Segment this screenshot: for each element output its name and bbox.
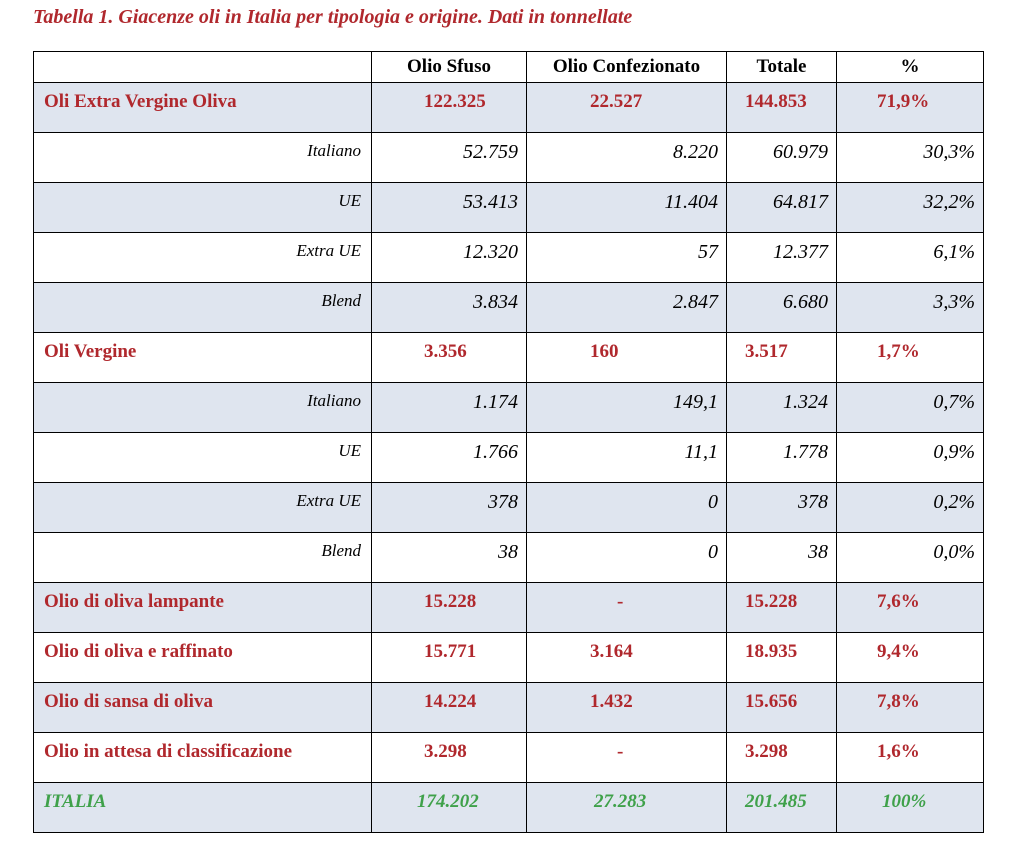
olio-sfuso-cell [372, 533, 527, 583]
totale-cell [727, 583, 837, 633]
olio-sfuso-cell-text: 12.320 [463, 241, 518, 263]
percent-cell-text: 0,2% [933, 491, 975, 513]
header-cell-totale: Totale [727, 52, 837, 83]
olio-sfuso-cell [372, 583, 527, 633]
olio-sfuso-cell-text: 3.356 [424, 341, 467, 362]
table-row [34, 83, 984, 133]
percent-cell-text: 100% [882, 791, 927, 812]
olio-confezionato-cell [527, 83, 727, 133]
percent-cell [837, 183, 984, 233]
totale-cell [727, 483, 837, 533]
olio-sfuso-cell [372, 383, 527, 433]
row-label [34, 133, 372, 183]
percent-cell-text: 3,3% [933, 291, 975, 313]
olio-sfuso-cell-text: 3.298 [424, 741, 467, 762]
totale-cell [727, 183, 837, 233]
olio-sfuso-cell-text: 15.228 [424, 591, 477, 612]
percent-cell-text: 9,4% [877, 641, 920, 662]
totale-cell [727, 733, 837, 783]
olio-confezionato-cell-text: 8.220 [673, 141, 718, 163]
olio-sfuso-cell-text: 1.766 [473, 441, 518, 463]
row-label [34, 583, 372, 633]
row-label-text: Extra UE [296, 241, 361, 260]
row-label [34, 283, 372, 333]
olio-confezionato-cell [527, 733, 727, 783]
table-row [34, 733, 984, 783]
row-label-text: Blend [321, 291, 361, 310]
totale-cell [727, 233, 837, 283]
row-label [34, 433, 372, 483]
olio-sfuso-cell-text: 122.325 [424, 91, 486, 112]
totale-cell-text: 15.228 [745, 591, 798, 612]
percent-cell-text: 30,3% [923, 141, 975, 163]
percent-cell [837, 483, 984, 533]
row-label [34, 483, 372, 533]
olio-sfuso-cell [372, 83, 527, 133]
table-row [34, 483, 984, 533]
totale-cell-text: 6.680 [783, 291, 828, 313]
percent-cell [837, 383, 984, 433]
olio-confezionato-cell [527, 283, 727, 333]
totale-cell [727, 683, 837, 733]
olio-confezionato-cell [527, 533, 727, 583]
header-cell-blank [34, 52, 372, 83]
olio-sfuso-cell [372, 233, 527, 283]
totale-cell-text: 18.935 [745, 641, 798, 662]
row-label-text: ITALIA [44, 791, 107, 812]
totale-cell [727, 83, 837, 133]
olio-confezionato-cell [527, 483, 727, 533]
olio-sfuso-cell [372, 283, 527, 333]
row-label-text: Olio in attesa di classificazione [44, 741, 293, 762]
totale-cell-text: 12.377 [773, 241, 828, 263]
olio-sfuso-cell-text: 38 [498, 541, 518, 563]
row-label-text: Olio di oliva lampante [44, 591, 224, 612]
olio-confezionato-cell-text: 3.164 [590, 641, 633, 662]
table-row [34, 133, 984, 183]
totale-cell-text: 1.778 [783, 441, 828, 463]
row-label-text: Olio di sansa di oliva [44, 691, 213, 712]
percent-cell [837, 633, 984, 683]
olio-sfuso-cell-text: 53.413 [463, 191, 518, 213]
percent-cell-text: 0,9% [933, 441, 975, 463]
row-label [34, 333, 372, 383]
row-label-text: UE [338, 441, 361, 460]
olio-sfuso-cell [372, 683, 527, 733]
totale-cell-text: 60.979 [773, 141, 828, 163]
stocks-table [33, 51, 984, 833]
olio-confezionato-cell [527, 183, 727, 233]
olio-sfuso-cell-text: 52.759 [463, 141, 518, 163]
olio-confezionato-cell-text: - [617, 591, 624, 612]
table-caption: Tabella 1. Giacenze oli in Italia per tipologia e origine. Dati in tonnellate [33, 6, 633, 28]
olio-confezionato-cell [527, 433, 727, 483]
olio-sfuso-cell-text: 174.202 [417, 791, 479, 812]
olio-confezionato-cell-text: - [617, 741, 624, 762]
table-row [34, 533, 984, 583]
table-row [34, 333, 984, 383]
totale-cell [727, 383, 837, 433]
row-label [34, 83, 372, 133]
olio-sfuso-cell-text: 3.834 [473, 291, 518, 313]
totale-cell [727, 133, 837, 183]
table-row [34, 383, 984, 433]
totale-cell-text: 15.656 [745, 691, 798, 712]
totale-cell [727, 633, 837, 683]
table-row [34, 633, 984, 683]
percent-cell [837, 83, 984, 133]
row-label [34, 783, 372, 833]
header-cell-percent: % [837, 52, 984, 83]
olio-confezionato-cell [527, 233, 727, 283]
totale-cell-text: 38 [808, 541, 828, 563]
percent-cell-text: 7,6% [877, 591, 920, 612]
percent-cell-text: 6,1% [933, 241, 975, 263]
row-label [34, 233, 372, 283]
percent-cell [837, 333, 984, 383]
row-label [34, 633, 372, 683]
totale-cell-text: 1.324 [783, 391, 828, 413]
olio-confezionato-cell-text: 149,1 [673, 391, 718, 413]
olio-confezionato-cell-text: 57 [698, 241, 718, 263]
totale-cell [727, 283, 837, 333]
row-label-text: Oli Extra Vergine Oliva [44, 91, 237, 112]
row-label [34, 383, 372, 433]
olio-confezionato-cell-text: 160 [590, 341, 619, 362]
olio-sfuso-cell [372, 133, 527, 183]
olio-sfuso-cell-text: 15.771 [424, 641, 477, 662]
table-row [34, 283, 984, 333]
olio-confezionato-cell [527, 683, 727, 733]
header-cell-confezionato: Olio Confezionato [527, 52, 727, 83]
table-row [34, 233, 984, 283]
totale-cell-text: 3.298 [745, 741, 788, 762]
percent-cell [837, 683, 984, 733]
olio-confezionato-cell [527, 333, 727, 383]
olio-confezionato-cell [527, 133, 727, 183]
row-label [34, 683, 372, 733]
olio-confezionato-cell [527, 583, 727, 633]
table-row [34, 183, 984, 233]
row-label-text: Italiano [307, 391, 361, 410]
olio-sfuso-cell [372, 783, 527, 833]
totale-cell [727, 783, 837, 833]
olio-confezionato-cell-text: 27.283 [594, 791, 647, 812]
olio-sfuso-cell-text: 14.224 [424, 691, 477, 712]
row-label-text: Blend [321, 541, 361, 560]
table-row [34, 683, 984, 733]
olio-confezionato-cell [527, 633, 727, 683]
percent-cell-text: 7,8% [877, 691, 920, 712]
percent-cell-text: 0,7% [933, 391, 975, 413]
olio-sfuso-cell-text: 378 [488, 491, 518, 513]
percent-cell-text: 71,9% [877, 91, 930, 112]
totale-cell [727, 533, 837, 583]
row-label-text: Olio di oliva e raffinato [44, 641, 233, 662]
olio-confezionato-cell-text: 11.404 [664, 191, 718, 213]
percent-cell-text: 1,7% [877, 341, 920, 362]
olio-sfuso-cell [372, 183, 527, 233]
row-label-text: Oli Vergine [44, 341, 137, 362]
olio-sfuso-cell [372, 733, 527, 783]
olio-confezionato-cell-text: 1.432 [590, 691, 633, 712]
olio-sfuso-cell [372, 433, 527, 483]
totale-cell-text: 378 [798, 491, 828, 513]
olio-sfuso-cell [372, 483, 527, 533]
totale-cell-text: 3.517 [745, 341, 788, 362]
percent-cell [837, 233, 984, 283]
totale-cell-text: 64.817 [773, 191, 828, 213]
olio-confezionato-cell [527, 783, 727, 833]
olio-confezionato-cell [527, 383, 727, 433]
row-label-text: Extra UE [296, 491, 361, 510]
header-cell-sfuso: Olio Sfuso [372, 52, 527, 83]
percent-cell [837, 433, 984, 483]
olio-confezionato-cell-text: 11,1 [684, 441, 718, 463]
olio-sfuso-cell-text: 1.174 [473, 391, 518, 413]
row-label [34, 183, 372, 233]
row-label [34, 733, 372, 783]
percent-cell [837, 733, 984, 783]
percent-cell-text: 32,2% [923, 191, 975, 213]
percent-cell [837, 133, 984, 183]
percent-cell-text: 1,6% [877, 741, 920, 762]
percent-cell [837, 533, 984, 583]
olio-confezionato-cell-text: 22.527 [590, 91, 643, 112]
totale-cell [727, 333, 837, 383]
percent-cell-text: 0,0% [933, 541, 975, 563]
olio-confezionato-cell-text: 2.847 [673, 291, 718, 313]
totale-cell-text: 201.485 [745, 791, 807, 812]
header-row [34, 52, 984, 83]
row-label [34, 533, 372, 583]
table-body [34, 83, 984, 833]
totale-cell [727, 433, 837, 483]
percent-cell [837, 283, 984, 333]
row-label-text: UE [338, 191, 361, 210]
row-label-text: Italiano [307, 141, 361, 160]
olio-confezionato-cell-text: 0 [708, 491, 718, 513]
table-row [34, 783, 984, 833]
table-row [34, 433, 984, 483]
percent-cell [837, 583, 984, 633]
olio-confezionato-cell-text: 0 [708, 541, 718, 563]
table-row [34, 583, 984, 633]
olio-sfuso-cell [372, 333, 527, 383]
totale-cell-text: 144.853 [745, 91, 807, 112]
olio-sfuso-cell [372, 633, 527, 683]
percent-cell [837, 783, 984, 833]
